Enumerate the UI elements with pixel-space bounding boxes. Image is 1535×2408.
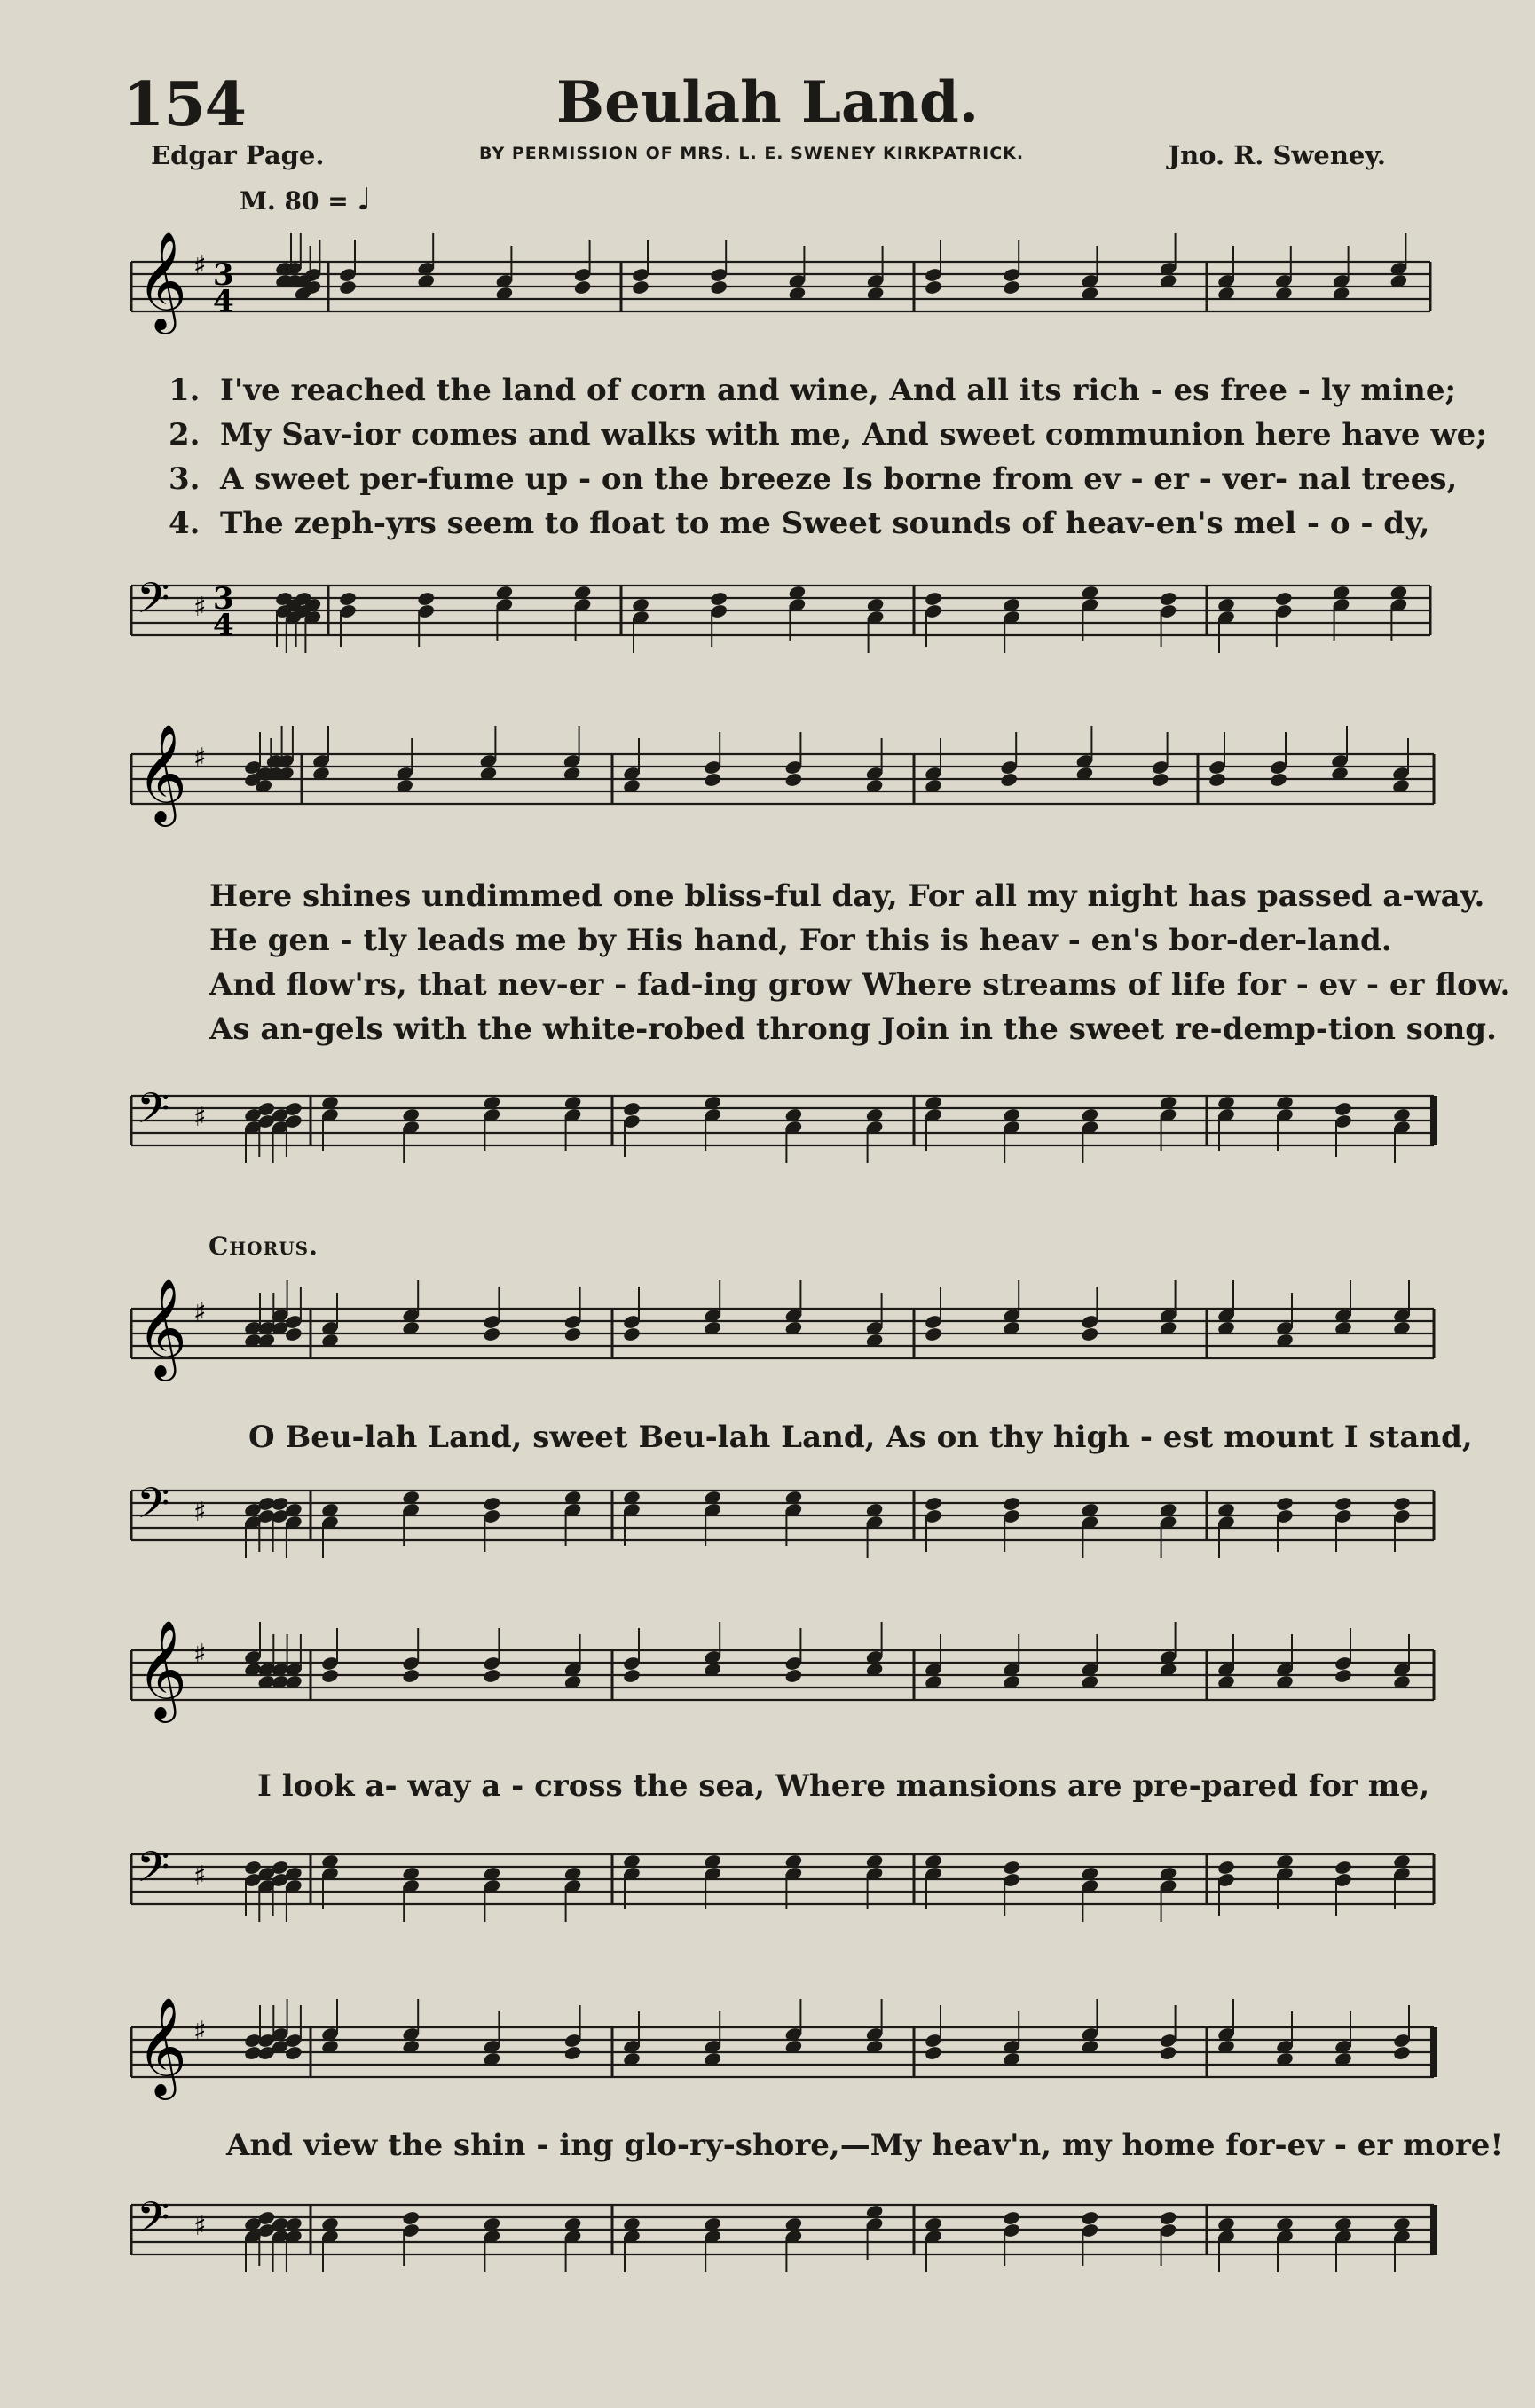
notehead: [417, 591, 436, 607]
notehead: [483, 1496, 501, 1512]
notehead: [1003, 1496, 1021, 1512]
treble-clef-icon: 𝄞: [137, 1278, 187, 1377]
system-5-treble: [0, 1979, 1535, 2112]
notehead: [924, 1496, 942, 1512]
quarter-note-icon: ♩: [357, 182, 372, 217]
composer-credit: Jno. R. Sweney.: [1168, 140, 1386, 170]
sharp-icon: ♯: [193, 250, 207, 281]
verse-line: 1. I've reached the land of corn and wine, And all its rich - es free - ly mine;: [169, 373, 1457, 408]
notehead: [563, 1326, 582, 1342]
permission-note: BY PERMISSION OF MRS. L. E. SWENEY KIRKPATRICK.: [479, 144, 1025, 163]
notehead: [1392, 1496, 1411, 1512]
notehead: [338, 591, 357, 607]
notehead: [710, 591, 728, 607]
notehead: [1003, 2210, 1021, 2226]
notehead: [573, 279, 592, 295]
sharp-icon: ♯: [193, 743, 207, 774]
notehead: [924, 279, 942, 295]
system-4-bass: [0, 1801, 1535, 1934]
notehead: [1000, 772, 1019, 788]
notehead: [483, 1668, 501, 1684]
notehead: [1003, 279, 1021, 295]
metronome-marking: [240, 182, 371, 217]
bass-clef-icon: 𝄢: [137, 1478, 170, 1538]
notehead: [1081, 2210, 1099, 2226]
system-1-bass: [0, 559, 1535, 692]
notes: [274, 585, 1408, 653]
chorus-line: And view the shin - ing glo-ry-shore,—My heav'n, my home for-ev - er more!: [226, 2128, 1504, 2163]
notes: [243, 1490, 1411, 1558]
notehead: [1159, 2045, 1177, 2061]
notes: [243, 1095, 1411, 1163]
verse-line: Here shines undimmed one bliss-ful day, For all my night has passed a-way.: [209, 878, 1485, 914]
metronome-label: M. 80 =: [240, 186, 349, 216]
notehead: [622, 1326, 641, 1342]
notehead: [924, 1326, 942, 1342]
system-1-treble: [0, 226, 1535, 342]
notehead: [1334, 1496, 1352, 1512]
system-5-bass: [0, 2165, 1535, 2333]
notehead: [320, 1668, 339, 1684]
notehead: [402, 2210, 421, 2226]
system-3-bass: [0, 1455, 1535, 1588]
system-3-treble: [0, 1260, 1535, 1393]
notes: [243, 1853, 1411, 1922]
notehead: [1208, 772, 1226, 788]
verse-line: As an-gels with the white-robed throng Join in the sweet re-demp-tion song.: [209, 1011, 1497, 1047]
notehead: [784, 1668, 803, 1684]
bass-clef-icon: 𝄢: [137, 573, 170, 633]
notes: [274, 233, 1408, 302]
notehead: [622, 1101, 641, 1117]
treble-clef-icon: 𝄞: [137, 1619, 187, 1719]
notehead: [704, 772, 722, 788]
notehead: [483, 1326, 501, 1342]
notehead: [924, 591, 942, 607]
notehead: [1334, 1860, 1352, 1876]
notehead: [1334, 1668, 1352, 1684]
verse-line: He gen - tly leads me by His hand, For this is heav - en's bor-der-land.: [209, 923, 1392, 958]
chorus-label: Chorus.: [209, 1232, 319, 1261]
sharp-icon: ♯: [193, 2211, 207, 2242]
time-signature-bottom: 4: [213, 608, 234, 643]
treble-clef-icon: 𝄞: [137, 723, 187, 822]
verse-line: 2. My Sav-ior comes and walks with me, And sweet communion here have we;: [169, 417, 1487, 452]
sharp-icon: ♯: [193, 1497, 207, 1528]
sharp-icon: ♯: [193, 1102, 207, 1133]
hymn-title: Beulah Land.: [556, 69, 979, 136]
notehead: [1081, 1326, 1099, 1342]
notehead: [563, 2045, 582, 2061]
notes: [243, 1280, 1411, 1349]
sharp-icon: ♯: [193, 1297, 207, 1328]
notes: [243, 726, 1410, 794]
bass-clef-icon: 𝄢: [137, 1842, 170, 1902]
lyricist-credit: Edgar Page.: [151, 140, 325, 170]
system-4-treble: [0, 1615, 1535, 1748]
notehead: [1274, 591, 1293, 607]
sharp-icon: ♯: [193, 2016, 207, 2047]
notehead: [338, 279, 357, 295]
sharp-icon: ♯: [193, 1639, 207, 1670]
notehead: [622, 1668, 641, 1684]
notehead: [1216, 1860, 1235, 1876]
verse-line: 4. The zeph-yrs seem to float to me Sweet sounds of heav-en's mel - o - dy,: [169, 506, 1430, 541]
sharp-icon: ♯: [193, 592, 207, 623]
notes: [243, 1622, 1411, 1690]
verse-line: And flow'rs, that nev-er - fad-ing grow Where streams of life for - ev - er flow.: [209, 967, 1511, 1003]
notehead: [631, 279, 649, 295]
system-2-bass: [0, 1047, 1535, 1224]
time-signature-bottom: 4: [213, 284, 234, 319]
notehead: [1003, 1860, 1021, 1876]
treble-clef-icon: 𝄞: [137, 1996, 187, 2096]
notehead: [1392, 2045, 1411, 2061]
notehead: [1151, 772, 1169, 788]
sharp-icon: ♯: [193, 1861, 207, 1892]
chorus-line: O Beu-lah Land, sweet Beu-lah Land, As on thy high - est mount I stand,: [248, 1420, 1473, 1455]
notehead: [1159, 2210, 1177, 2226]
notehead: [402, 1668, 421, 1684]
notes: [243, 2204, 1411, 2272]
time-signature-top: 3: [213, 581, 234, 617]
chorus-line: I look a- way a - cross the sea, Where mansions are pre-pared for me,: [257, 1768, 1430, 1804]
hymn-number: 154: [122, 69, 246, 140]
notehead: [924, 2045, 942, 2061]
bass-clef-icon: 𝄢: [137, 2192, 170, 2253]
system-2-treble: [0, 719, 1535, 852]
staff-lines: [131, 262, 1430, 311]
notehead: [1334, 1101, 1352, 1117]
verse-line: 3. A sweet per-fume up - on the breeze Is borne from ev - er - ver- nal trees,: [169, 461, 1458, 497]
treble-clef-icon: 𝄞: [137, 231, 187, 330]
bass-clef-icon: 𝄢: [137, 1083, 170, 1144]
staff-lines: [131, 586, 1430, 635]
notehead: [710, 279, 728, 295]
notehead: [1269, 772, 1287, 788]
notes: [243, 1999, 1411, 2067]
notehead: [1275, 1496, 1294, 1512]
notehead: [784, 772, 803, 788]
notehead: [1159, 591, 1177, 607]
time-signature-top: 3: [213, 257, 234, 293]
